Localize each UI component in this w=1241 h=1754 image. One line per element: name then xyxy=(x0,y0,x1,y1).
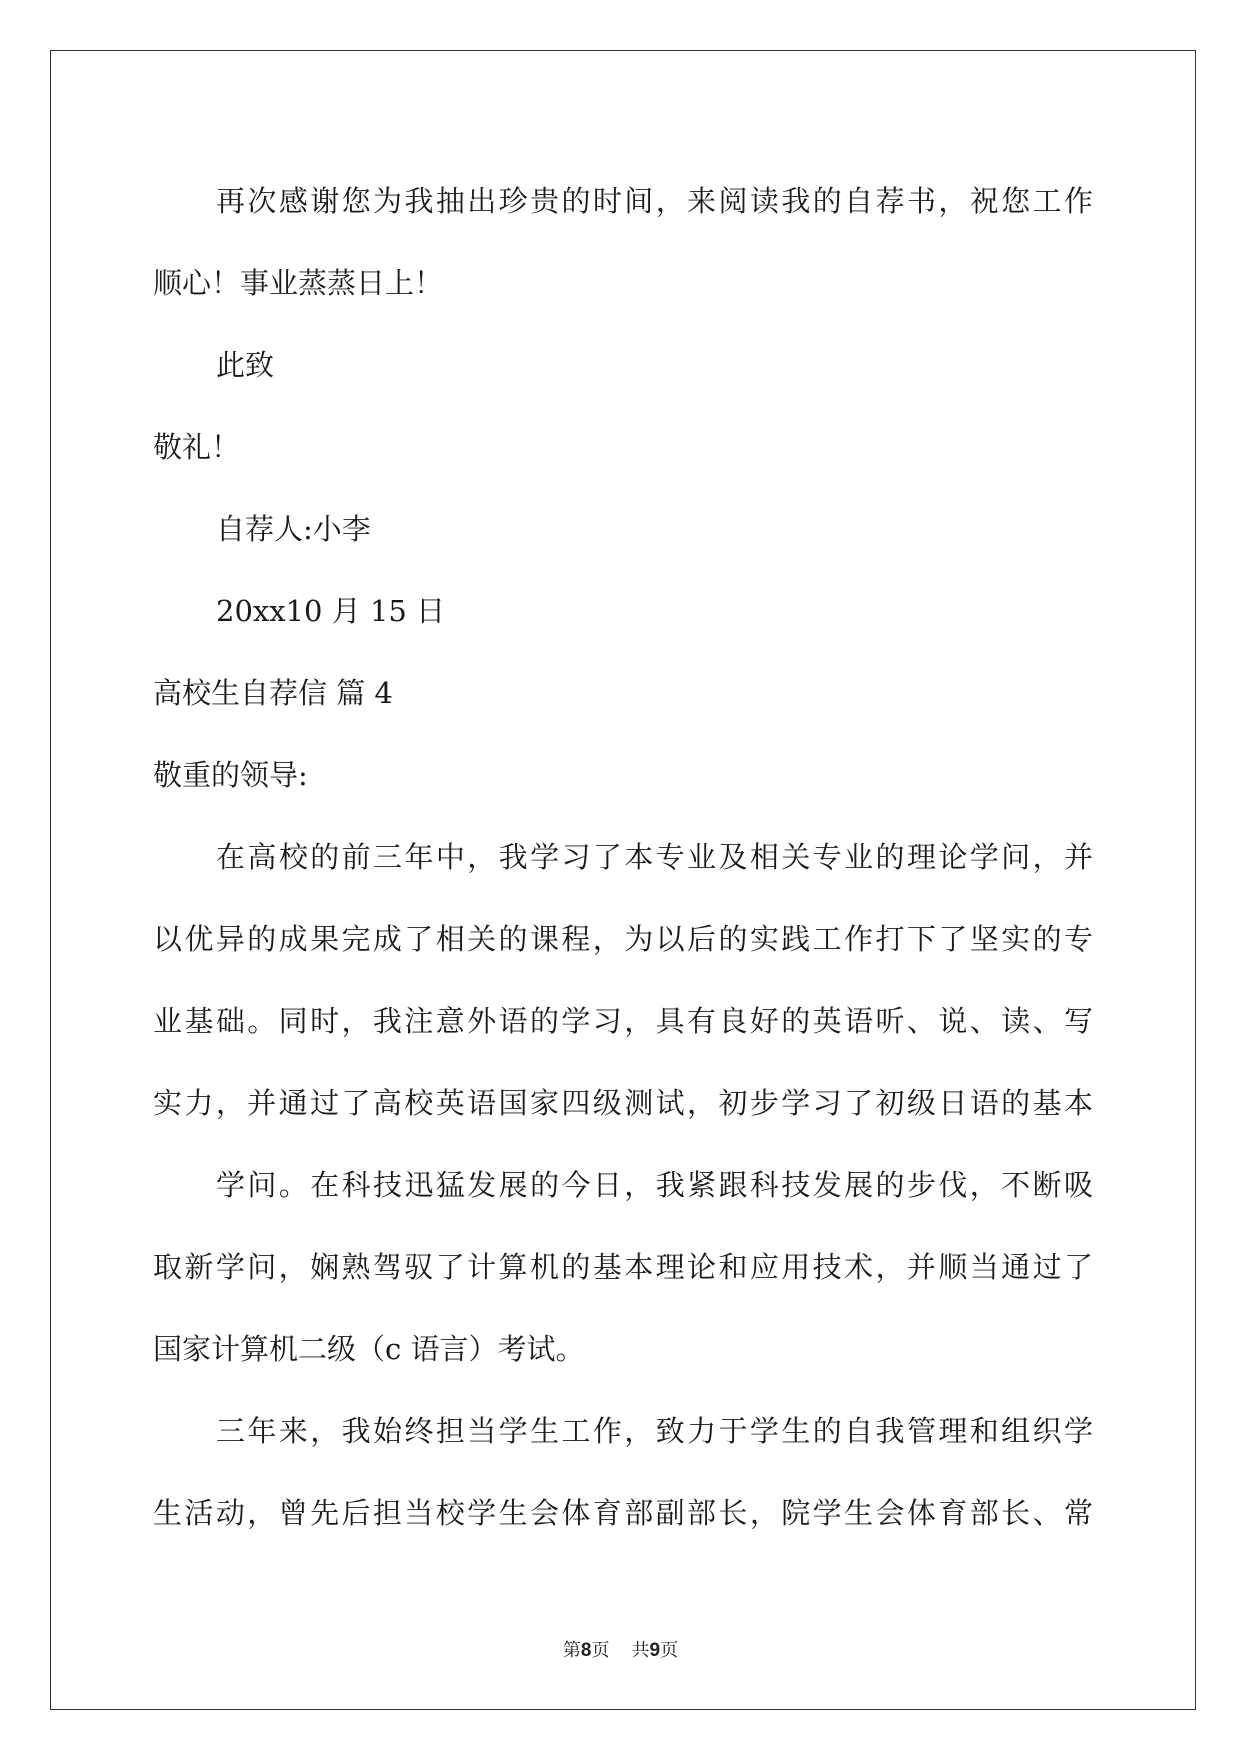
closing-regards: 敬礼！ xyxy=(153,430,241,464)
footer-page-number: 8 xyxy=(580,1640,592,1661)
footer-page-suffix: 页 xyxy=(591,1640,610,1661)
footer-total-suffix: 页 xyxy=(660,1640,679,1661)
footer-total-number: 9 xyxy=(649,1640,661,1661)
paragraph-line: 再次感谢您为我抽出珍贵的时间，来阅读我的自荐书，祝您工作 xyxy=(216,184,1093,218)
paragraph-line: 在高校的前三年中，我学习了本专业及相关专业的理论学问，并 xyxy=(216,840,1093,874)
footer-total-prefix: 共 xyxy=(631,1640,650,1661)
page-footer xyxy=(0,1636,1241,1662)
greeting: 敬重的领导: xyxy=(153,758,308,792)
paragraph-line: 以优异的成果完成了相关的课程，为以后的实践工作打下了坚实的专 xyxy=(153,922,1093,956)
paragraph-line: 学问。在科技迅猛发展的今日，我紧跟科技发展的步伐，不断吸 xyxy=(216,1168,1093,1202)
signature: 自荐人:小李 xyxy=(216,512,371,546)
section-heading: 高校生自荐信 篇 4 xyxy=(153,676,393,710)
paragraph-line: 国家计算机二级（c 语言）考试。 xyxy=(153,1332,585,1366)
document-body xyxy=(153,160,1093,1554)
date: 20xx10 月 15 日 xyxy=(216,594,446,628)
paragraph-line: 三年来，我始终担当学生工作，致力于学生的自我管理和组织学 xyxy=(216,1414,1093,1448)
footer-page-prefix: 第 xyxy=(562,1640,581,1661)
paragraph-line: 顺心！事业蒸蒸日上！ xyxy=(153,266,444,300)
paragraph-line: 业基础。同时，我注意外语的学习，具有良好的英语听、说、读、写 xyxy=(153,1004,1093,1038)
closing-salutation: 此致 xyxy=(216,348,275,382)
paragraph-line: 取新学问，娴熟驾驭了计算机的基本理论和应用技术，并顺当通过了 xyxy=(153,1250,1093,1284)
paragraph-line: 生活动，曾先后担当校学生会体育部副部长，院学生会体育部长、常 xyxy=(153,1496,1093,1530)
paragraph-line: 实力，并通过了高校英语国家四级测试，初步学习了初级日语的基本 xyxy=(153,1086,1093,1120)
